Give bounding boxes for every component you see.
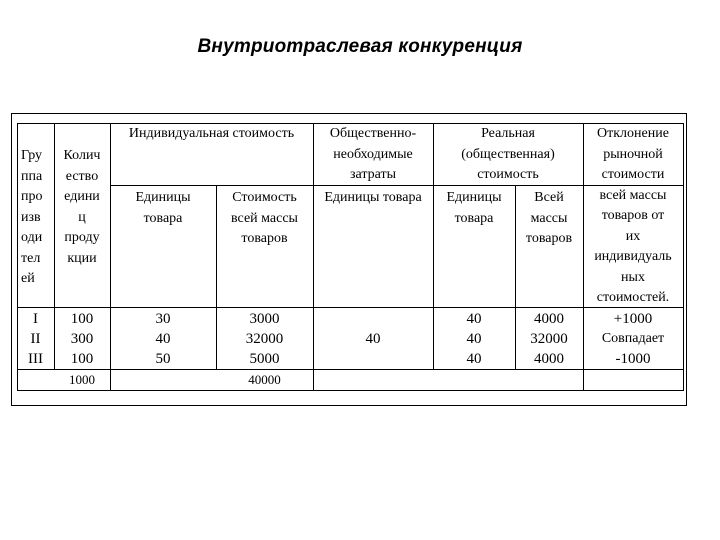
row2-quantity: 300 xyxy=(70,331,94,347)
total-quantity: 1000 xyxy=(69,372,95,387)
row1-individual-total: 3000 xyxy=(249,311,280,327)
row3-group: III xyxy=(28,351,43,367)
header-real-total: Всей массы товаров xyxy=(525,190,573,246)
row3-real-unit: 40 xyxy=(466,351,482,367)
rule-col-8 xyxy=(683,123,684,391)
row1-quantity: 100 xyxy=(70,311,94,327)
header-group: Гру ппа про изв оди тел ей xyxy=(21,148,43,286)
row1-individual-unit: 30 xyxy=(155,311,171,327)
row2-individual-unit: 40 xyxy=(155,331,171,347)
header-quantity: Колич ество едини ц проду кции xyxy=(63,148,101,266)
total-individual-total: 40000 xyxy=(248,372,281,387)
row3-deviation: -1000 xyxy=(615,351,651,367)
row3-individual-unit: 50 xyxy=(155,351,171,367)
row1-deviation: +1000 xyxy=(613,311,653,327)
row2-deviation: Совпадает xyxy=(601,331,665,346)
row1-real-unit: 40 xyxy=(466,311,482,327)
row2-group: II xyxy=(30,331,41,347)
header-individual-total: Стоимость всей массы товаров xyxy=(231,190,298,246)
row3-individual-total: 5000 xyxy=(249,351,280,367)
row2-real-unit: 40 xyxy=(466,331,482,347)
row3-real-total: 4000 xyxy=(534,351,564,367)
header-individual-unit: Единицы товара xyxy=(135,190,191,226)
header-deviation: Отклонение рыночной стоимости всей массы товаров от их индивидуаль ных стоимостей. xyxy=(594,126,672,305)
social-value: 40 xyxy=(365,331,381,347)
row2-individual-total: 32000 xyxy=(245,331,284,347)
row1-group: I xyxy=(33,311,38,327)
row2-real-total: 32000 xyxy=(530,331,568,347)
header-real-unit: Единицы товара xyxy=(446,190,502,226)
header-social-cost: Общественно- необходимые затраты xyxy=(329,126,417,182)
row1-real-total: 4000 xyxy=(534,311,564,327)
header-real-cost: Реальная (общественная) стоимость xyxy=(461,126,555,182)
header-individual-cost: Индивидуальная стоимость xyxy=(128,126,295,141)
row3-quantity: 100 xyxy=(70,351,94,367)
page-title: Внутриотраслевая конкуренция xyxy=(197,36,523,57)
header-social-unit: Единицы товара xyxy=(324,190,422,205)
